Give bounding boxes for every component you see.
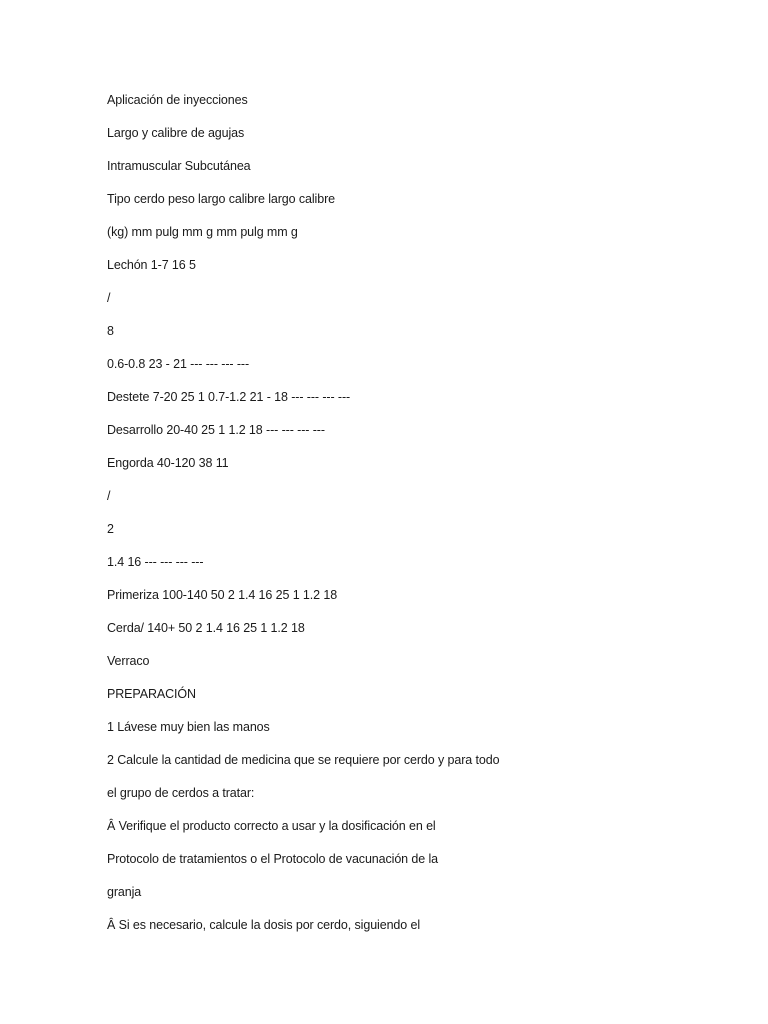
step-item: 1 Lávese muy bien las manos: [107, 720, 270, 734]
text-line: 1.4 16 --- --- --- ---: [107, 555, 204, 569]
text-line: el grupo de cerdos a tratar:: [107, 786, 255, 800]
step-item: 2 Calcule la cantidad de medicina que se requiere por cerdo y para todo: [107, 753, 500, 767]
bullet-item: Â Si es necesario, calcule la dosis por cerdo, siguiendo el: [107, 918, 421, 932]
table-row-destete: Destete 7-20 25 1 0.7-1.2 21 - 18 --- --- --- ---: [107, 390, 351, 404]
table-row-primeriza: Primeriza 100-140 50 2 1.4 16 25 1 1.2 18: [107, 588, 338, 602]
document-title: Aplicación de inyecciones: [107, 93, 248, 107]
table-row-engorda: Engorda 40-120 38 11: [107, 456, 229, 470]
table-row-lechon: Lechón 1-7 16 5: [107, 258, 196, 272]
text-line: 8: [107, 324, 114, 338]
table-units-header: (kg) mm pulg mm g mm pulg mm g: [107, 225, 298, 239]
section-heading: PREPARACIÓN: [107, 687, 196, 701]
table-group-header: Intramuscular Subcutánea: [107, 159, 251, 173]
section-subtitle: Largo y calibre de agujas: [107, 126, 245, 140]
text-line: granja: [107, 885, 142, 899]
text-line: 0.6-0.8 23 - 21 --- --- --- ---: [107, 357, 250, 371]
table-row-verraco: Verraco: [107, 654, 150, 668]
bullet-item: Â Verifique el producto correcto a usar y la dosificación en el: [107, 819, 436, 833]
document-text: [107, 91, 499, 949]
text-line: /: [107, 291, 111, 305]
table-row-desarrollo: Desarrollo 20-40 25 1 1.2 18 --- --- --- ---: [107, 423, 325, 437]
text-line: /: [107, 489, 111, 503]
text-line: Protocolo de tratamientos o el Protocolo de vacunación de la: [107, 852, 439, 866]
table-column-header: Tipo cerdo peso largo calibre largo calibre: [107, 192, 336, 206]
table-row-cerda: Cerda/ 140+ 50 2 1.4 16 25 1 1.2 18: [107, 621, 305, 635]
text-line: 2: [107, 522, 114, 536]
